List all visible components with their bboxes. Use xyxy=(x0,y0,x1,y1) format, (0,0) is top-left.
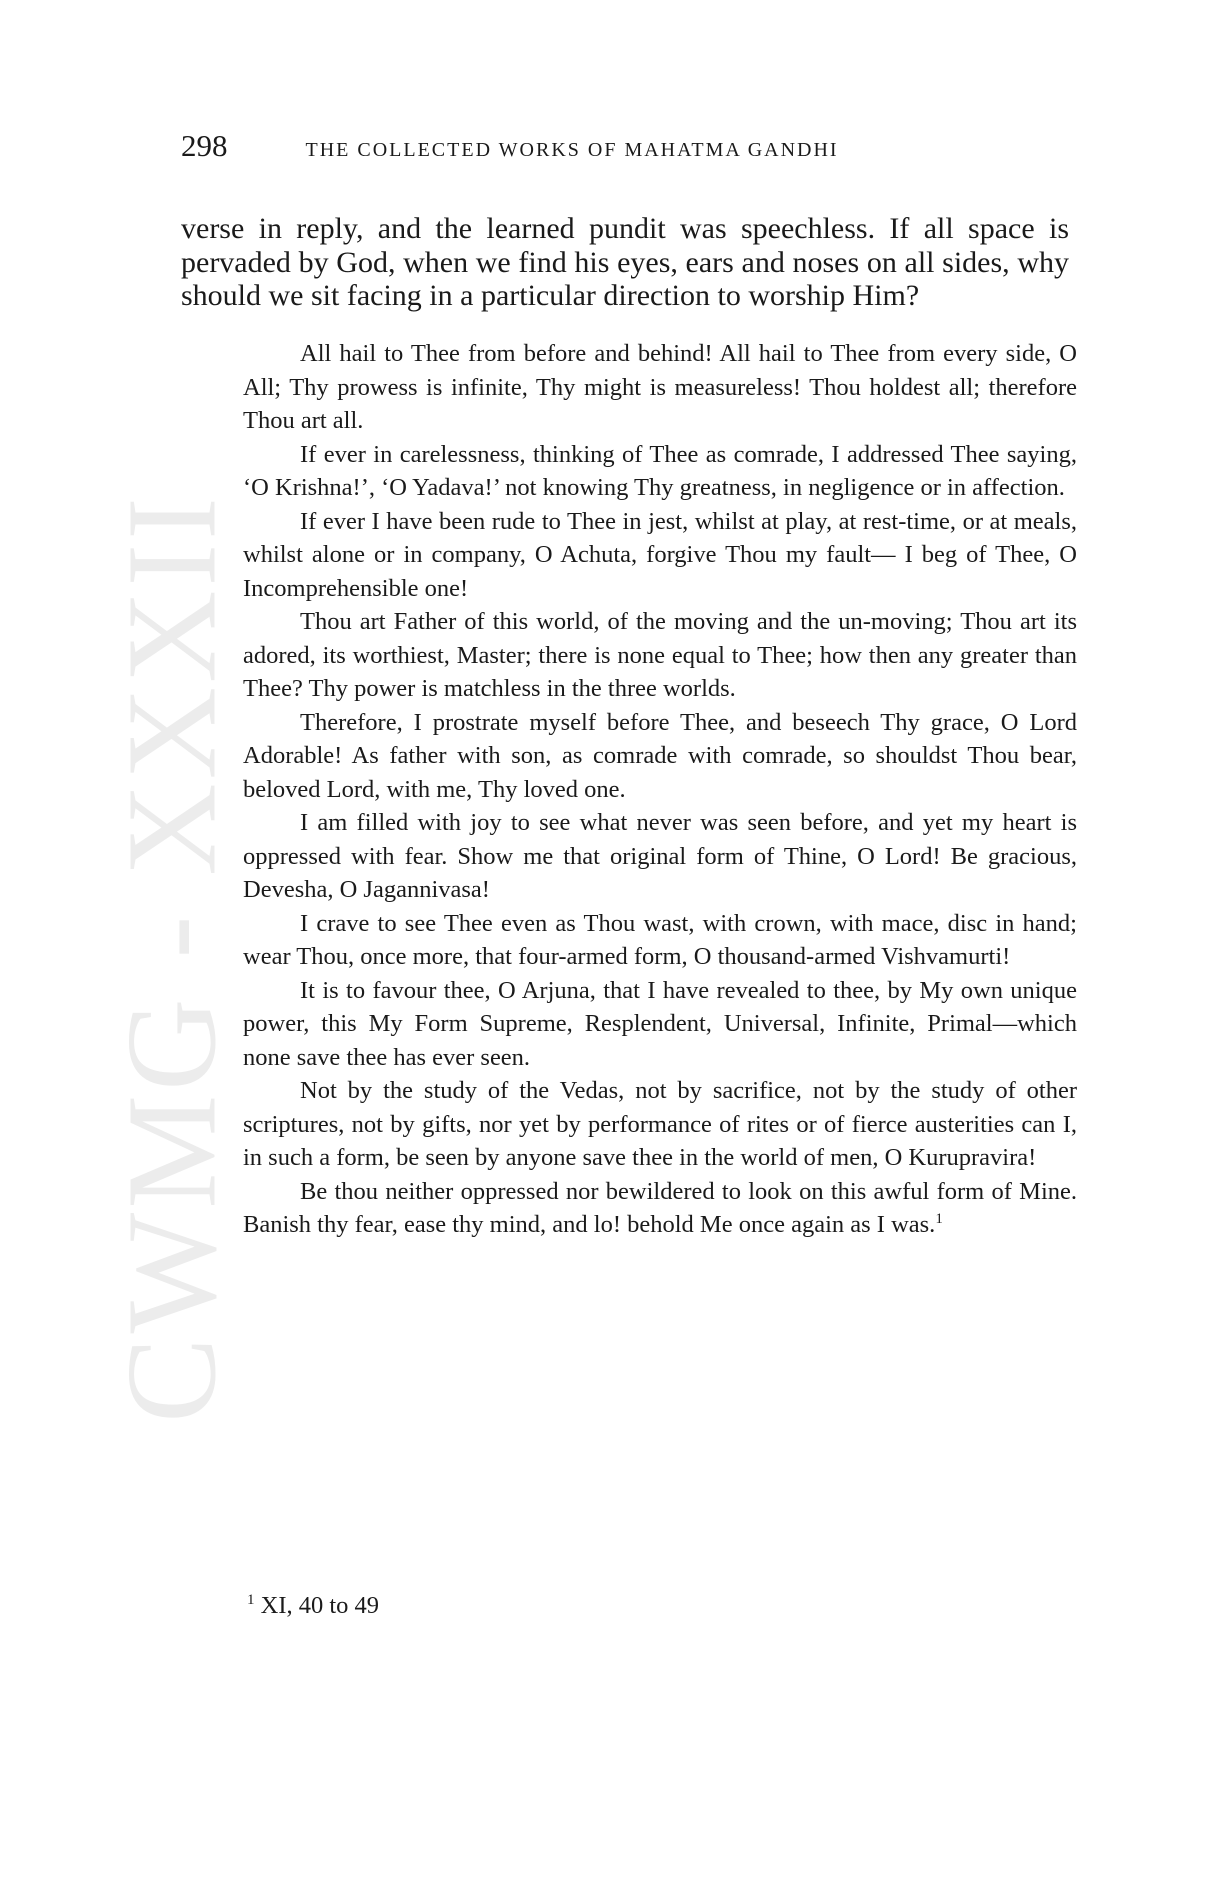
verse-paragraph xyxy=(243,974,1077,1075)
footnote xyxy=(247,1592,379,1620)
verse-paragraph xyxy=(243,1175,1077,1242)
verse-paragraph xyxy=(243,505,1077,606)
verse-paragraph xyxy=(243,1074,1077,1175)
watermark xyxy=(100,438,243,1478)
verse-text: If ever in carelessness, thinking of Thee as comrade, I addressed Thee saying, ‘O Krishna!’, ‘O Yadava!’ not knowing Thy greatness, in negligence or in affection. xyxy=(243,440,1077,501)
verse-text: It is to favour thee, O Arjuna, that I have revealed to thee, by My own unique power, this My Form Supreme, Resplendent, Universal, Infinite, Primal—which none save thee has ever seen. xyxy=(243,976,1077,1071)
intro-paragraph: verse in reply, and the learned pundit was speechless. If all space is pervaded by God, when we find his eyes, ears and noses on all sides, why should we sit facing in a particular direction to worship Him? xyxy=(181,212,1069,312)
page-header xyxy=(181,128,1081,164)
footnote-reference: 1 xyxy=(935,1210,943,1227)
verse-paragraph xyxy=(243,907,1077,974)
verse-text: I crave to see Thee even as Thou wast, with crown, with mace, disc in hand; wear Thou, once more, that four-armed form, O thousand-armed Vishvamurti! xyxy=(243,909,1077,970)
footnote-text: XI, 40 to 49 xyxy=(260,1592,380,1620)
verse-text: I am filled with joy to see what never was seen before, and yet my heart is oppressed with fear. Show me that original form of Thine, O Lord! Be gracious, Devesha, O Jagannivasa! xyxy=(243,809,1077,903)
verse-text: Therefore, I prostrate myself before Thee, and beseech Thy grace, O Lord Adorable! As father with son, as comrade with comrade, so shouldst Thou bear, beloved Lord, with me, Thy loved one. xyxy=(243,708,1077,803)
verse-text: Thou art Father of this world, of the moving and the un-moving; Thou art its adored, its worthiest, Master; there is none equal to Thee; how then any greater than Thee? Thy power is matchless in the three worlds. xyxy=(243,608,1077,702)
verse-text: Not by the study of the Vedas, not by sacrifice, not by the study of other scriptures, not by gifts, nor yet by performance of rites or of fierce austerities can I, in such a form, be seen by anyone save thee in the world of men, O Kurupravira! xyxy=(243,1077,1077,1171)
verse-text: Be thou neither oppressed nor bewildered to look on this awful form of Mine. Banish thy fear, ease thy mind, and lo! behold Me once again as I was. xyxy=(243,1177,1077,1238)
page-number: 298 xyxy=(181,128,228,163)
verse-text: All hail to Thee from before and behind! All hail to Thee from every side, O All; Thy prowess is infinite, Thy might is measureless! Thou holdest all; therefore Thou art all. xyxy=(243,340,1077,434)
verse-paragraph xyxy=(243,806,1077,907)
footnote-marker: 1 xyxy=(247,1592,255,1608)
verse-paragraph xyxy=(243,605,1077,706)
verse-block xyxy=(243,337,1077,1242)
running-title: THE COLLECTED WORKS OF MAHATMA GANDHI xyxy=(305,139,839,161)
verse-paragraph xyxy=(243,706,1077,807)
verse-paragraph xyxy=(243,337,1077,438)
verse-text: If ever I have been rude to Thee in jest, whilst at play, at rest-time, or at meals, whilst alone or in company, O Achuta, forgive Thou my fault— I beg of Thee, O Incomprehensible one! xyxy=(243,507,1077,602)
watermark-text: CWMG - XXXII xyxy=(100,493,243,1423)
verse-paragraph xyxy=(243,438,1077,505)
